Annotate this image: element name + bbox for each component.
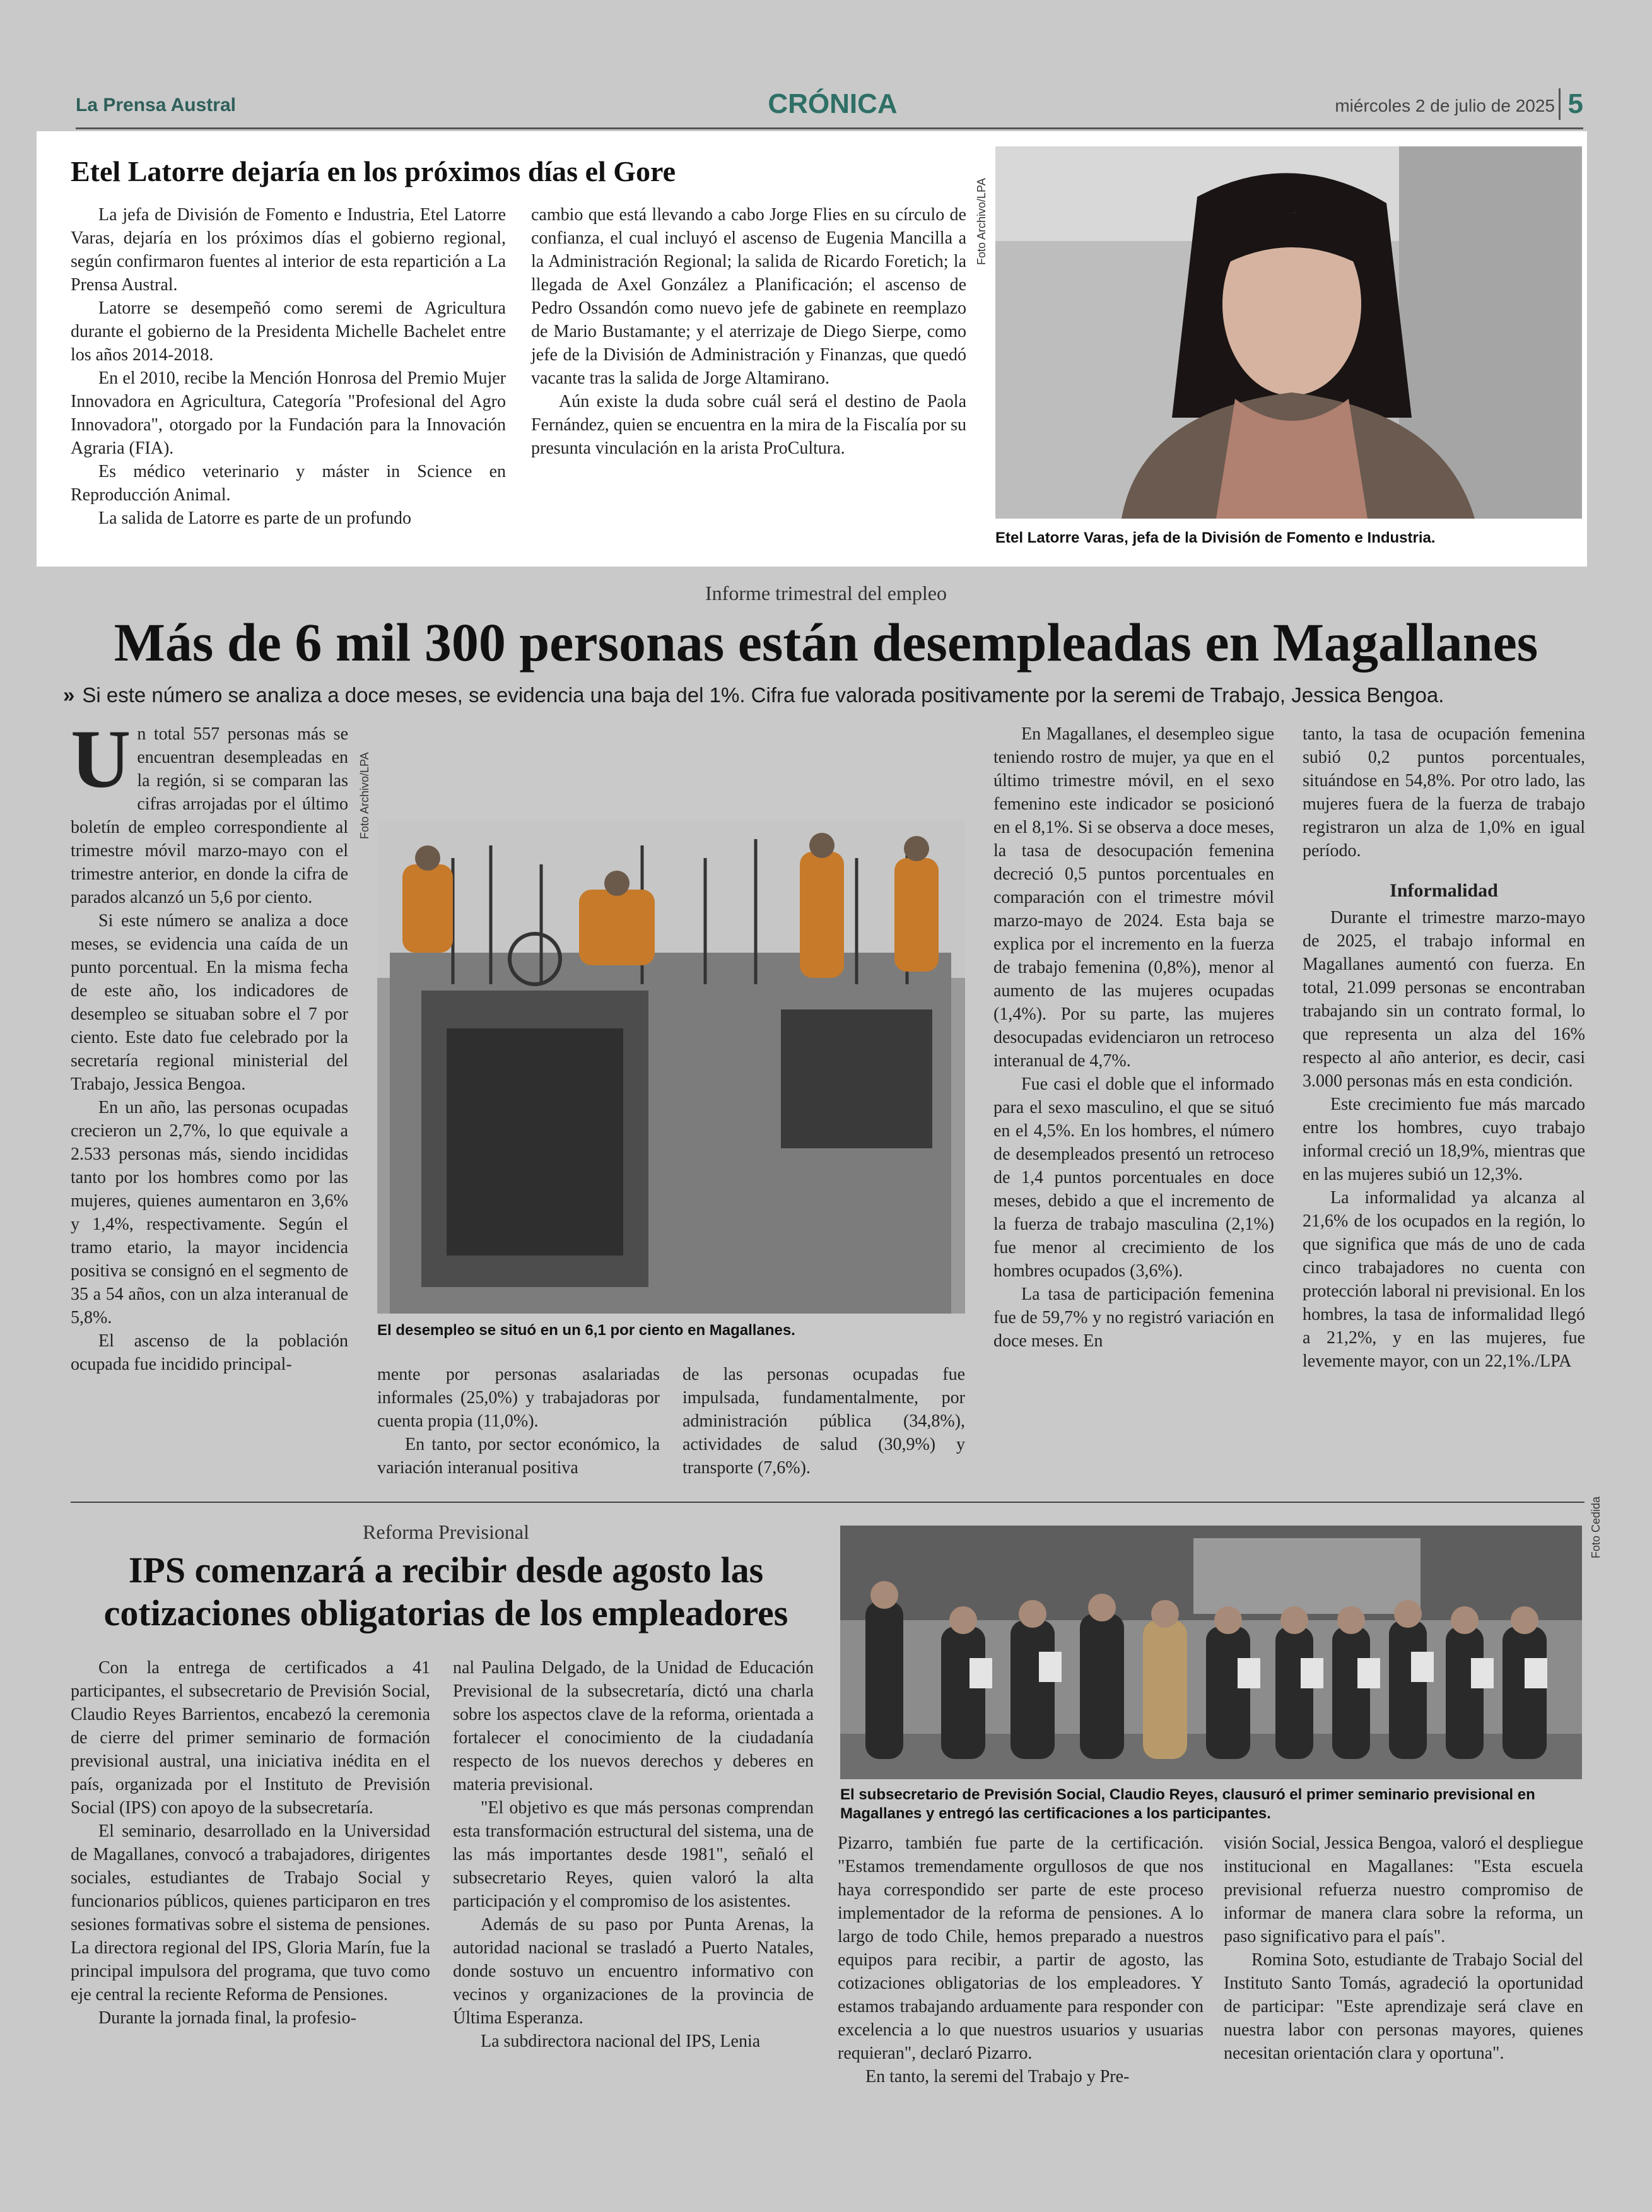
photo-caption: El subsecretario de Previsión Social, Claudio Reyes, clausuró el primer seminario previsional en Magallanes y entregó las certificaciones a los participantes.	[840, 1786, 1535, 1822]
paragraph: El ascenso de la población ocupada fue incidido principal-	[71, 1331, 348, 1374]
article-ips-kicker: Reforma Previsional	[363, 1521, 529, 1543]
paragraph: Fue casi el doble que el informado para el sexo masculino, el que se situó en el 4,5%. En los hombres, el número de desempleados presentó un retroceso de 1,4 puntos porcentuales en doce meses, debido a que el incremento de la fuerza de trabajo masculina (2,1%) fue menor al crecimiento de los hombres ocupados (3,6%).	[993, 1074, 1274, 1281]
photo-credit: Foto Archivo/LPA	[975, 178, 988, 265]
section-divider	[71, 1502, 1585, 1503]
paragraph: Aún existe la duda sobre cuál será el destino de Paola Fernández, quien se encuentra en la mira de la Fiscalía por su presunta vinculación en la arista ProCultura.	[531, 392, 966, 458]
subtitle-text: Si este número se analiza a doce meses, se evidencia una baja del 1%. Cifra fue valorada positivamente por la seremi de Trabajo, Jessica Bengoa.	[82, 683, 1444, 707]
masthead	[76, 88, 1583, 126]
article-latorre-col2	[531, 203, 966, 556]
paragraph: Con la entrega de certificados a 41 participantes, el subsecretario de Previsión Social, Claudio Reyes Barrientos, encabezó la ceremonia de cierre del primer seminario de formación previsional austral, una iniciativa inédita en el país, organizada por el Instituto de Previsión Social (IPS) con apoyo de la subsecretaría.	[71, 1658, 430, 1818]
paragraph: Latorre se desempeñó como seremi de Agricultura durante el gobierno de la Presidenta Michelle Bachelet entre los años 2014-2018.	[71, 298, 506, 365]
newspaper-name: La Prensa Austral	[76, 95, 236, 115]
masthead-rule	[76, 127, 1583, 129]
article-empleo-col1	[71, 712, 348, 1486]
photo-caption: El desempleo se situó en un 6,1 por ciento en Magallanes.	[377, 1322, 795, 1339]
paragraph: Romina Soto, estudiante de Trabajo Social del Instituto Santo Tomás, agradeció la oportunidad de participar: "Este aprendizaje será clave en nuestra labor con personas mayores, quienes necesitan orientación clara y oportuna".	[1224, 1950, 1583, 2063]
article-ips-title: IPS comenzará a recibir desde agosto las cotizaciones obligatorias de los empleadores	[103, 1550, 788, 1633]
article-latorre-title: Etel Latorre dejaría en los próximos días el Gore	[71, 155, 676, 187]
article-empleo-col5	[1303, 722, 1585, 1486]
drop-cap: U	[71, 712, 131, 805]
paragraph: La informalidad ya alcanza al 21,6% de los ocupados en la región, lo que significa que más de uno de cada cinco trabajadores no cuenta con protección laboral ni previsional. En los hombres, la tasa de informalidad llegó a 21,2%, y en las mujeres, fue levemente mayor, con un 22,1%./LPA	[1303, 1188, 1585, 1371]
paragraph: La subdirectora nacional del IPS, Lenia	[481, 2032, 761, 2051]
paragraph: "El objetivo es que más personas comprendan esta transformación estructural del sistema, una de las más importantes desde 1981", señaló el subsecretario Reyes, quien valoró la alta participación y el compromiso de los asistentes.	[453, 1798, 814, 1911]
paragraph: Además de su paso por Punta Arenas, la autoridad nacional se trasladó a Puerto Natales, donde sostuvo un encuentro informativo con vecinos y organizaciones de la provincia de Última Esperanza.	[453, 1915, 814, 2028]
paragraph: En el 2010, recibe la Mención Honrosa del Premio Mujer Innovadora en Agricultura, Categoría "Profesional del Agro Innovadora", otorgado por la Fundación para la Innovación Agraria (FIA).	[71, 368, 506, 458]
paragraph: Es médico veterinario y máster in Science en Reproducción Animal.	[71, 462, 506, 505]
paragraph	[71, 712, 348, 909]
paragraph: cambio que está llevando a cabo Jorge Flies en su círculo de confianza, el cual incluyó el ascenso de Eugenia Mancilla a la Administración Regional; la salida de Ricardo Foretich; la llegada de Axel González a Planificación; el ascenso de Pedro Ossandón como nuevo jefe de gabinete en reemplazo de Mario Bustamante; y el aterrizaje de Diego Sierpe, como jefe de la División de Administración y Finanzas, que quedó vacante tras la salida de Jorge Altamirano.	[531, 205, 966, 388]
paragraph: tanto, la tasa de ocupación femenina subió 0,2 puntos porcentuales, situándose en 54,8%. Por otro lado, las mujeres fuera de la fuerza de trabajo registraron un alza de 1,0% en igual período.	[1303, 724, 1585, 861]
paragraph-text: n total 557 personas más se encuentran desempleadas en la región, si se comparan las cifras arrojadas por el último boletín de empleo correspondiente al trimestre móvil marzo-mayo con el trimestre anterior, en donde la cifra de parados alcanzó un 5,6 por ciento.	[71, 724, 348, 907]
page-number: 5	[1559, 88, 1583, 120]
paragraph: visión Social, Jessica Bengoa, valoró el despliegue institucional en Magallanes: "Esta escuela previsional refuerza nuestro compromiso de informar de manera clara sobre la reforma, un paso significativo para el país".	[1224, 1833, 1583, 1946]
paragraph: La jefa de División de Fomento e Industria, Etel Latorre Varas, dejaría en los próximos días el gobierno regional, según confirmaron fuentes al interior de esta repartición a La Prensa Austral.	[71, 205, 506, 295]
paragraph: En un año, las personas ocupadas crecieron un 2,7%, lo que equivale a 2.533 personas más, siendo incididas tanto por los hombres como por las mujeres, quienes aumentaron en 3,6% y 1,4%, respectivamente. Según el tramo etario, la mayor incidencia positiva se consignó en el segmento de 35 a 54 años, con un alza interanual de 5,8%.	[71, 1098, 348, 1327]
paragraph: La tasa de participación femenina fue de 59,7% y no registró variación en doce meses. En	[993, 1285, 1274, 1351]
paragraph: Durante la jornada final, la profesio-	[98, 2008, 356, 2028]
paragraph: La salida de Latorre es parte de un profundo	[98, 509, 412, 528]
photo-credit: Foto Archivo/LPA	[358, 752, 371, 839]
article-empleo-kicker: Informe trimestral del empleo	[705, 582, 947, 604]
paragraph: Pizarro, también fue parte de la certificación. "Estamos tremendamente orgullosos de que nos haya correspondido ser parte de este proceso implementador de la reforma de pensiones. A lo largo de todo Chile, hemos preparado a nuestros equipos para recibir, a partir de agosto, las cotizaciones obligatorias de los empleadores. Y estamos trabajando arduamente para responder con excelencia a lo que nuestros usuarios y usuarias requieran", declaró Pizarro.	[838, 1833, 1204, 2063]
article-ips-col4	[1224, 1832, 1583, 2197]
ceremony-image	[840, 1526, 1582, 1779]
paragraph: En tanto, la seremi del Trabajo y Pre-	[865, 2067, 1130, 2086]
paragraph: El seminario, desarrollado en la Universidad de Magallanes, convocó a trabajadores, dirigentes sociales, estudiantes de Trabajo Social y funcionarios públicos, quienes participaron en tres sesiones formativas sobre el sistema de pensiones. La directora regional del IPS, Gloria Marín, fue la principal impulsora del programa, que tuvo como eje central la reciente Reforma de Pensiones.	[71, 1821, 430, 2004]
photo-etel-latorre	[995, 146, 1582, 519]
article-ips-col3	[838, 1832, 1204, 2197]
paragraph: de las personas ocupadas fue impulsada, fundamentalmente, por administración pública (34,8%), actividades de salud (30,9%) y transporte (7,6%).	[682, 1365, 965, 1478]
photo-credit: Foto Cedida	[1590, 1496, 1602, 1558]
photo-ceremony	[840, 1526, 1582, 1779]
article-empleo-title: Más de 6 mil 300 personas están desempleadas en Magallanes	[114, 612, 1538, 673]
section-subhead: Informalidad	[1390, 880, 1498, 901]
paragraph: mente por personas asalariadas informales (25,0%) y trabajadoras por cuenta propia (11,0%).	[377, 1365, 660, 1431]
paragraph: Si este número se analiza a doce meses, se evidencia una caída de un punto porcentual. En la misma fecha de este año, los indicadores de desempleo se situaban sobre el 7 por ciento. Este dato fue celebrado por la secretaría regional ministerial del Trabajo, Jessica Bengoa.	[71, 911, 348, 1094]
paragraph: Durante el trimestre marzo-mayo de 2025, el trabajo informal en Magallanes aumentó con fuerza. En total, 21.099 personas se encontraban trabajando sin un contrato formal, lo que representa un alza del 16% respecto al año anterior, es decir, casi 3.000 personas más en esta condición.	[1303, 908, 1585, 1091]
article-latorre-col1	[71, 203, 506, 556]
section-name: CRÓNICA	[768, 88, 898, 119]
photo-construction	[377, 820, 965, 1314]
portrait-image	[995, 146, 1582, 519]
paragraph: nal Paulina Delgado, de la Unidad de Educación Previsional de la subsecretaría, dictó una charla sobre los aspectos clave de la reforma, orientada a fortalecer el conocimiento de la ciudadanía respecto de los nuevos derechos y deberes en materia previsional.	[453, 1658, 814, 1794]
chevron-right-icon: »	[63, 683, 75, 707]
article-empleo-col4	[993, 722, 1274, 1486]
edition-date: miércoles 2 de julio de 2025	[1335, 96, 1555, 115]
article-empleo-subtitle	[63, 683, 1590, 707]
photo-caption: Etel Latorre Varas, jefa de la División de Fomento e Industria.	[995, 529, 1436, 546]
paragraph: En tanto, por sector económico, la variación interanual positiva	[377, 1435, 660, 1478]
paragraph: En Magallanes, el desempleo sigue teniendo rostro de mujer, ya que en el último trimestre móvil, en el sexo femenino este indicador se posicionó en el 8,1%. Si se observa a doce meses, la tasa de desocupación femenina decreció 0,5 puntos porcentuales en comparación con el trimestre móvil marzo-mayo de 2024. Esta baja se explica por el incremento en la fuerza de trabajo femenina (0,8%), menor al aumento de las mujeres ocupadas (1,4%). Por su parte, las mujeres desocupadas evidenciaron un retroceso interanual de 4,7%.	[993, 724, 1274, 1071]
article-ips-col2	[453, 1656, 814, 2199]
article-empleo-col3	[682, 1363, 965, 1489]
construction-image	[377, 820, 965, 1314]
paragraph: Este crecimiento fue más marcado entre los hombres, cuyo trabajo informal creció un 18,9%, mientras que en las mujeres subió un 12,3%.	[1303, 1095, 1585, 1184]
article-empleo-col2	[377, 1363, 660, 1489]
article-ips-col1	[71, 1656, 430, 2199]
